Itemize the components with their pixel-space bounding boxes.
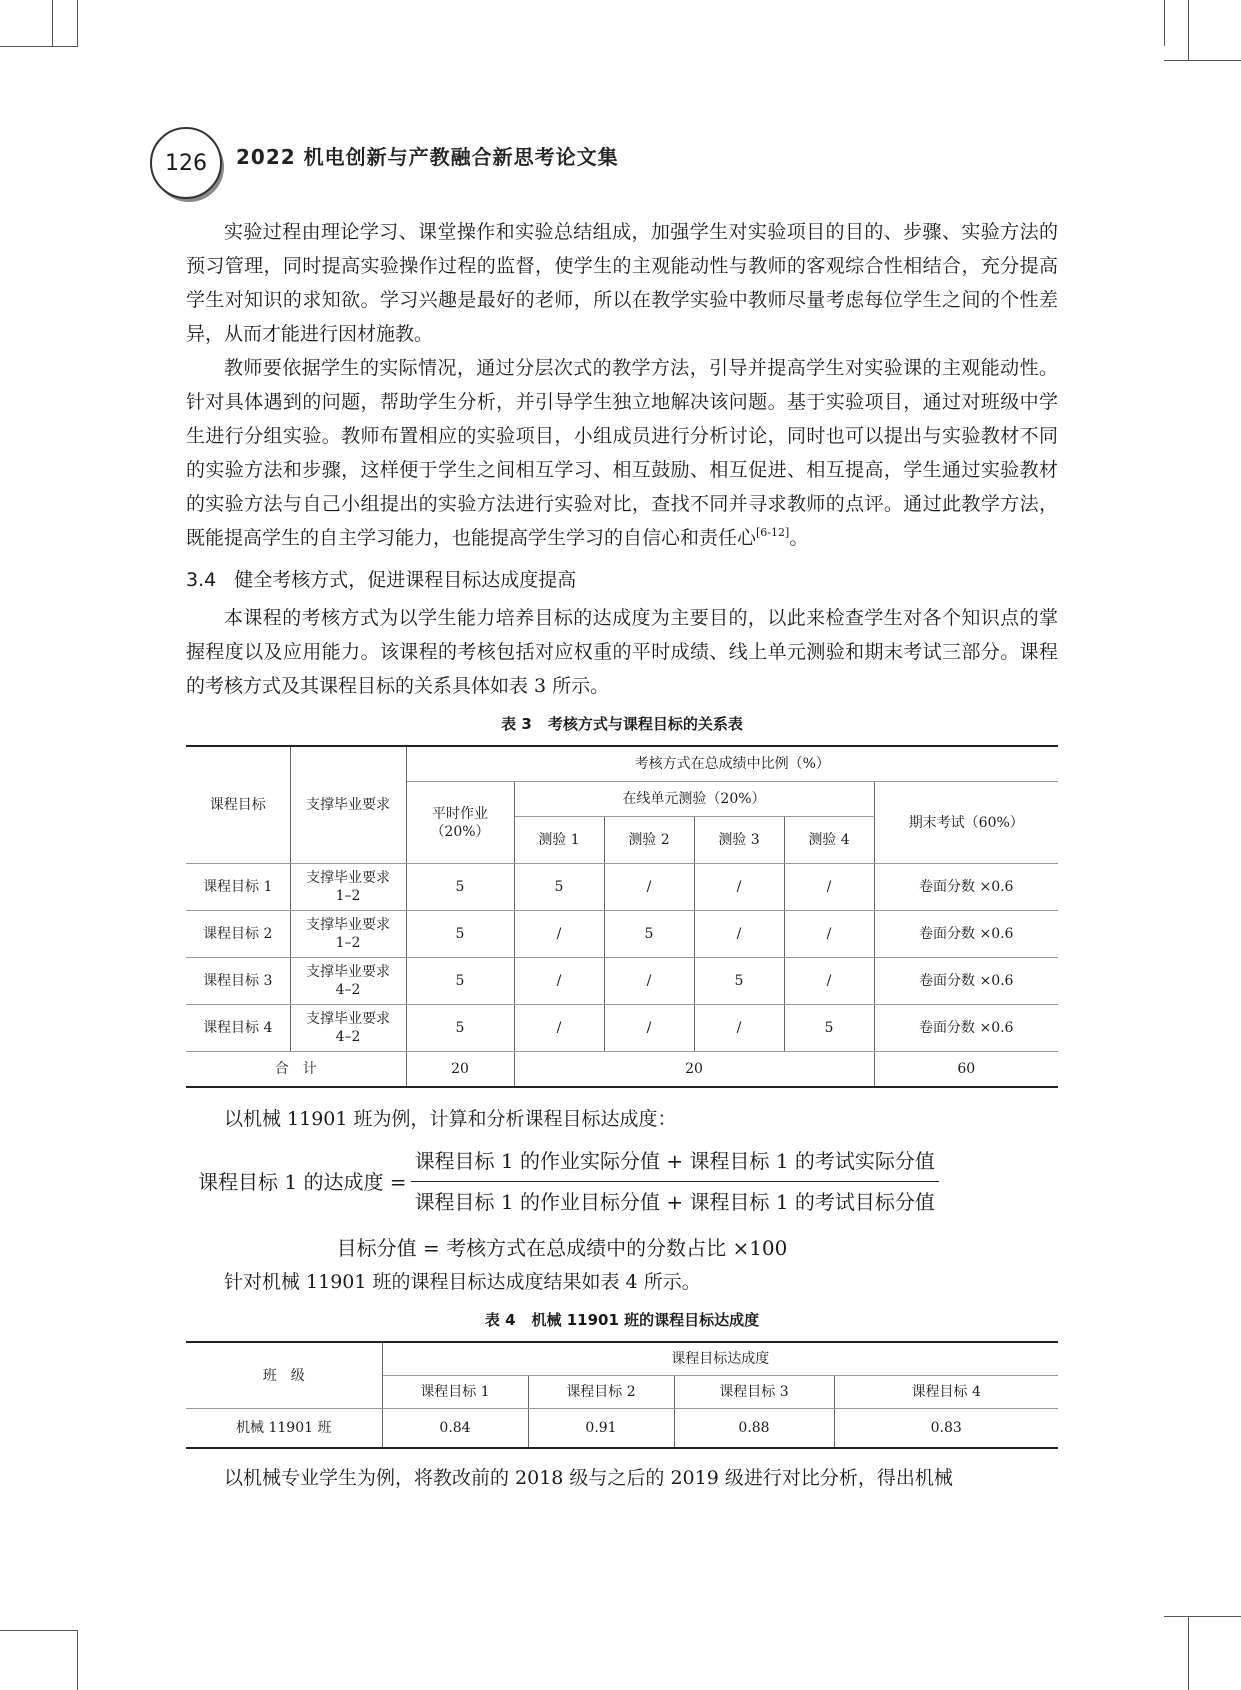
table-cell-test-3: / (694, 1005, 784, 1052)
crop-mark-top-left-v2 (52, 0, 53, 46)
table-3-caption (186, 713, 1058, 735)
table-4-header-goal-2: 课程目标 2 (528, 1376, 674, 1409)
section-heading (186, 563, 1058, 597)
section-number: 3.4 (186, 569, 217, 591)
table-cell-homework: 5 (406, 864, 514, 911)
table-cell-requirement (290, 864, 406, 911)
table-cell-test-3: / (694, 911, 784, 958)
paragraph-5: 针对机械 11901 班的课程目标达成度结果如表 4 所示。 (224, 1271, 701, 1293)
table-total-row (186, 1052, 1058, 1088)
table-cell-test-2: / (604, 1005, 694, 1052)
table-cell-test-4: / (784, 958, 874, 1005)
table-cell-goal: 课程目标 2 (186, 911, 290, 958)
table-cell-final: 卷面分数 ×0.6 (874, 958, 1058, 1005)
table-cell-test-1: / (514, 1005, 604, 1052)
crop-mark-top-right-h (1164, 60, 1241, 61)
table-4-caption-title: 机械 11901 班的课程目标达成度 (531, 1311, 760, 1329)
paragraph-3: 本课程的考核方式为以学生能力培养目标的达成度为主要目的，以此来检查学生对各个知识点的掌握程度以及应用能力。该课程的考核包括对应权重的平时成绩、线上单元测验和期末考试三部分。课程的考核方式及其课程目标的关系具体如表 3 所示。 (186, 607, 1058, 697)
paragraph-6: 以机械专业学生为例，将教改前的 2018 级与之后的 2019 级进行对比分析，得出机械 (224, 1467, 953, 1489)
table-total-homework: 20 (406, 1052, 514, 1088)
table-cell-value-4: 0.83 (834, 1409, 1058, 1449)
citation-ref: [6-12] (756, 526, 790, 539)
table-cell-class: 机械 11901 班 (186, 1409, 382, 1449)
crop-mark-top-right-v (1164, 0, 1165, 46)
table-3-header-test-1: 测验 1 (514, 817, 604, 864)
req-line-2: 4–2 (335, 1029, 361, 1045)
req-line-2: 1–2 (335, 935, 361, 951)
crop-mark-bottom-left-v (77, 1630, 78, 1690)
table-cell-test-2: 5 (604, 911, 694, 958)
table-row (186, 958, 1058, 1005)
crop-mark-top-left-h (0, 46, 78, 47)
table-3-header-ratio: 考核方式在总成绩中比例（%） (406, 746, 1058, 782)
table-cell-homework: 5 (406, 958, 514, 1005)
table-row (186, 864, 1058, 911)
req-line-1: 支撑毕业要求 (306, 917, 390, 933)
table-row (186, 1005, 1058, 1052)
formula-numerator: 课程目标 1 的作业实际分值 + 课程目标 1 的考试实际分值 (411, 1144, 939, 1182)
formula-lhs: 课程目标 1 的达成度 = (198, 1169, 407, 1194)
table-total-final: 60 (874, 1052, 1058, 1088)
table-cell-test-4: 5 (784, 1005, 874, 1052)
table-4-header-class: 班 级 (186, 1342, 382, 1409)
req-line-1: 支撑毕业要求 (306, 1011, 390, 1027)
achievement-formula (198, 1144, 1058, 1219)
crop-mark-top-right-v2 (1188, 0, 1189, 60)
crop-mark-bottom-left-h (0, 1630, 78, 1631)
table-cell-goal: 课程目标 3 (186, 958, 290, 1005)
paragraph-2-end: 。 (789, 527, 809, 549)
table-4-caption-label: 表 4 (484, 1311, 516, 1329)
running-title: 2022 机电创新与产教融合新思考论文集 (236, 145, 619, 169)
table-cell-test-4: / (784, 911, 874, 958)
req-line-2: 4–2 (335, 982, 361, 998)
table-3-caption-title: 考核方式与课程目标的关系表 (547, 715, 743, 733)
table-row (186, 911, 1058, 958)
table-4-header-goal-4: 课程目标 4 (834, 1376, 1058, 1409)
req-line-1: 支撑毕业要求 (306, 870, 390, 886)
table-cell-test-3: / (694, 864, 784, 911)
table-4-header-goal-1: 课程目标 1 (382, 1376, 528, 1409)
table-3-header-homework-label: 平时作业 (432, 805, 488, 822)
formula-fraction (411, 1144, 939, 1219)
crop-mark-bottom-right-h (1164, 1616, 1241, 1617)
table-row (186, 1409, 1058, 1449)
table-cell-goal: 课程目标 1 (186, 864, 290, 911)
table-cell-requirement (290, 958, 406, 1005)
page-number-badge (150, 127, 222, 199)
table-cell-test-2: / (604, 958, 694, 1005)
crop-mark-bottom-right-v (1188, 1616, 1189, 1690)
table-3-header-requirement: 支撑毕业要求 (290, 746, 406, 864)
table-cell-requirement (290, 911, 406, 958)
table-4-header-goal-3: 课程目标 3 (674, 1376, 834, 1409)
paragraph-4: 以机械 11901 班为例，计算和分析课程目标达成度： (224, 1108, 677, 1130)
table-cell-requirement (290, 1005, 406, 1052)
section-title: 健全考核方式，促进课程目标达成度提高 (234, 569, 577, 591)
table-cell-homework: 5 (406, 911, 514, 958)
table-cell-test-2: / (604, 864, 694, 911)
table-total-label: 合 计 (186, 1052, 406, 1088)
table-cell-test-1: / (514, 911, 604, 958)
table-3-header-homework-pct: （20%） (430, 823, 490, 840)
table-total-online: 20 (514, 1052, 874, 1088)
page-content (186, 215, 1058, 1495)
table-3-header-final: 期末考试（60%） (874, 782, 1058, 864)
table-cell-test-3: 5 (694, 958, 784, 1005)
crop-mark-top-left-v (77, 0, 78, 46)
table-3-header-test-4: 测验 4 (784, 817, 874, 864)
table-4 (186, 1341, 1058, 1449)
table-cell-final: 卷面分数 ×0.6 (874, 911, 1058, 958)
table-cell-final: 卷面分数 ×0.6 (874, 1005, 1058, 1052)
paragraph-2-text: 教师要依据学生的实际情况，通过分层次式的教学方法，引导并提高学生对实验课的主观能动性。针对具体遇到的问题，帮助学生分析，并引导学生独立地解决该问题。基于实验项目，通过对班级中学生进行分组实验。教师布置相应的实验项目，小组成员进行分析讨论，同时也可以提出与实验教材不同的实验方法和步骤，这样便于学生之间相互学习、相互鼓励、相互促进、相互提高，学生通过实验教材的实验方法与自己小组提出的实验方法进行实验对比，查找不同并寻求教师的点评。通过此教学方法，既能提高学生的自主学习能力，也能提高学生学习的自信心和责任心 (186, 357, 1058, 549)
table-3-header-homework (406, 782, 514, 864)
table-3-header-goal: 课程目标 (186, 746, 290, 864)
table-4-header-achievement: 课程目标达成度 (382, 1342, 1058, 1376)
table-cell-test-4: / (784, 864, 874, 911)
table-cell-homework: 5 (406, 1005, 514, 1052)
table-cell-final: 卷面分数 ×0.6 (874, 864, 1058, 911)
table-cell-goal: 课程目标 4 (186, 1005, 290, 1052)
formula-denominator: 课程目标 1 的作业目标分值 + 课程目标 1 的考试目标分值 (414, 1190, 935, 1214)
table-cell-test-1: 5 (514, 864, 604, 911)
table-3-caption-label: 表 3 (501, 715, 532, 733)
paragraph-2 (186, 351, 1058, 555)
table-cell-test-1: / (514, 958, 604, 1005)
table-3-header-test-2: 测验 2 (604, 817, 694, 864)
req-line-2: 1–2 (335, 888, 361, 904)
page-number: 126 (165, 150, 207, 176)
table-3 (186, 745, 1058, 1088)
target-score-formula: 目标分值 = 考核方式在总成绩中的分数占比 ×100 (336, 1236, 788, 1260)
req-line-1: 支撑毕业要求 (306, 964, 390, 980)
table-cell-value-1: 0.84 (382, 1409, 528, 1449)
table-3-header-test-3: 测验 3 (694, 817, 784, 864)
table-cell-value-2: 0.91 (528, 1409, 674, 1449)
table-3-header-online: 在线单元测验（20%） (514, 782, 874, 817)
paragraph-1: 实验过程由理论学习、课堂操作和实验总结组成，加强学生对实验项目的目的、步骤、实验方法的预习管理，同时提高实验操作过程的监督，使学生的主观能动性与教师的客观综合性相结合，充分提高学生对知识的求知欲。学习兴趣是最好的老师，所以在教学实验中教师尽量考虑每位学生之间的个性差异，从而才能进行因材施教。 (186, 221, 1058, 345)
table-cell-value-3: 0.88 (674, 1409, 834, 1449)
table-4-caption (186, 1309, 1058, 1331)
